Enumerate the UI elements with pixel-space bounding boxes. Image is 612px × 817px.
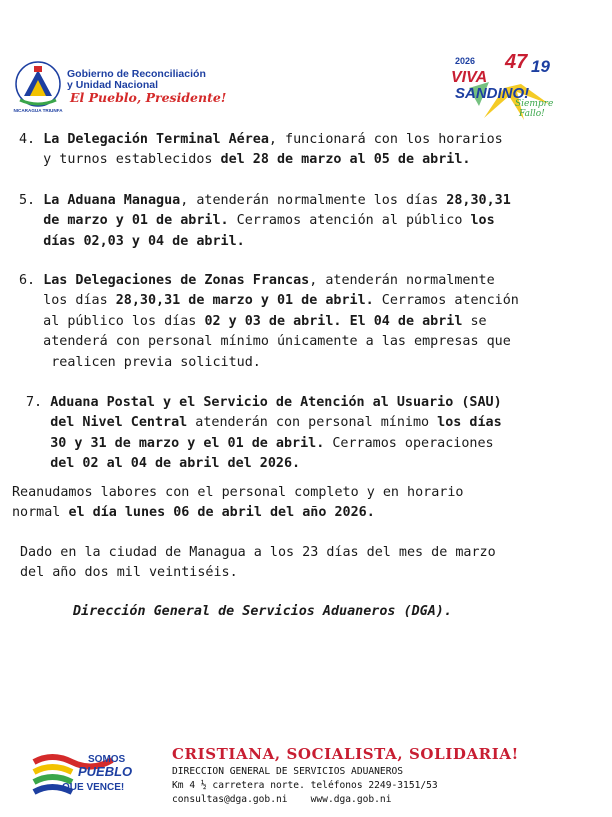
- bold-segment: Las Delegaciones de Zonas Francas: [43, 273, 310, 288]
- text-segment: Dado en la ciudad de Managua a los 23 días del mes de marzo: [20, 545, 496, 560]
- text-line: [19, 150, 503, 170]
- text-segment: [19, 234, 43, 249]
- text-line: [26, 393, 502, 413]
- text-line: [26, 434, 502, 454]
- bold-segment: La Delegación Terminal Aérea: [43, 132, 269, 147]
- text-segment: , atenderán normalmente: [309, 273, 495, 288]
- text-segment: [26, 456, 50, 471]
- text-line: [19, 271, 519, 291]
- government-logo: [10, 58, 66, 114]
- text-line: [19, 232, 511, 252]
- text-line: [19, 211, 511, 231]
- bold-segment: La Aduana Managua: [43, 193, 181, 208]
- footer-line-3: consultas@dga.gob.ni www.dga.gob.ni: [172, 794, 392, 805]
- resume-paragraph: [12, 483, 463, 524]
- government-name: [67, 69, 206, 91]
- bold-segment: del Nivel Central: [50, 415, 188, 431]
- signature: Dirección General de Servicios Aduaneros (DGA).: [73, 604, 452, 619]
- background-watermark: ​: [469, 610, 471, 630]
- text-line: [20, 563, 496, 583]
- bold-segment: del 28 de marzo al 05 de abril.: [220, 152, 471, 168]
- text-segment: Cerramos atención: [373, 293, 519, 309]
- bold-segment: del 02 al 04 de abril del 2026.: [50, 456, 301, 472]
- bold-segment: los: [470, 213, 495, 229]
- foot-logo-l1: SOMOS: [88, 754, 126, 765]
- text-line: [20, 543, 496, 563]
- item-7: [26, 393, 502, 475]
- bold-segment: el día lunes 06 de abril del año 2026.: [68, 505, 375, 521]
- text-line: [19, 332, 519, 352]
- badge-fallo: Fallo!: [519, 109, 545, 119]
- text-segment: , funcionará con los horarios: [268, 132, 503, 147]
- bold-segment: El 04 de abril: [349, 313, 463, 329]
- bold-segment: 28,30,31: [446, 193, 511, 208]
- item-4: [19, 130, 503, 171]
- text-segment: se: [462, 313, 487, 329]
- bold-segment: días 02,03 y 04 de abril.: [43, 233, 245, 249]
- text-line: [19, 353, 519, 373]
- text-line: [19, 130, 503, 150]
- text-line: [19, 312, 519, 332]
- bold-segment: 28,30,31 de marzo y 01 de abril.: [115, 293, 374, 309]
- badge-viva: VIVA: [451, 69, 488, 86]
- text-segment: Cerramos operaciones: [324, 435, 494, 451]
- text-segment: y turnos establecidos: [19, 152, 221, 168]
- text-segment: [26, 436, 50, 451]
- text-segment: , atenderán normalmente los días: [180, 193, 447, 208]
- text-segment: 7.: [26, 395, 51, 410]
- bold-segment: Aduana Postal y el Servicio de Atención al Usuario (SAU): [50, 395, 502, 410]
- bold-segment: los días: [437, 415, 502, 431]
- text-segment: normal: [12, 505, 69, 521]
- text-segment: al público los días: [19, 313, 205, 329]
- foot-logo-l2: PUEBLO: [78, 764, 133, 779]
- text-segment: Cerramos atención al público: [228, 213, 471, 229]
- text-line: [26, 413, 502, 433]
- text-segment: realicen previa solicitud.: [19, 354, 261, 370]
- text-segment: atenderán con personal mínimo: [187, 415, 438, 431]
- footer-slogan: CRISTIANA, SOCIALISTA, SOLIDARIA!: [172, 745, 519, 763]
- bold-segment: 30 y 31 de marzo y el 01 de abril.: [50, 435, 325, 451]
- text-segment: 4.: [19, 132, 44, 147]
- badge-day: 19: [531, 57, 550, 76]
- foot-logo-l3: QUE VENCE!: [62, 782, 125, 793]
- text-segment: atenderá con personal mínimo únicamente a las empresas que: [19, 334, 511, 350]
- viva-sandino-logo: [449, 48, 567, 120]
- text-segment: del año dos mil veintiséis.: [20, 565, 238, 581]
- text-line: [19, 291, 519, 311]
- text-segment: 6.: [19, 273, 44, 288]
- gov-line-2: y Unidad Nacional: [67, 79, 159, 91]
- text-segment: [26, 415, 50, 430]
- badge-siempre: Siempre: [515, 99, 554, 109]
- text-segment: los días: [19, 293, 116, 309]
- badge-sandino: SANDINO!: [455, 85, 530, 102]
- text-segment: [19, 213, 43, 228]
- government-motto: El Pueblo, Presidente!: [70, 90, 227, 105]
- text-segment: Reanudamos labores con el personal completo y en horario: [12, 485, 464, 500]
- dado-paragraph: [20, 543, 496, 584]
- badge-year: 2026: [455, 56, 476, 66]
- text-segment: 5.: [19, 193, 44, 208]
- text-line: [12, 503, 463, 523]
- bold-segment: de marzo y 01 de abril.: [43, 213, 229, 229]
- footer-line-1: DIRECCION GENERAL DE SERVICIOS ADUANEROS: [172, 766, 404, 777]
- somos-pueblo-logo: [32, 748, 150, 798]
- text-line: [26, 454, 502, 474]
- bold-segment: 02 y 03 de abril.: [204, 313, 342, 329]
- text-segment: [342, 314, 350, 329]
- gov-line-1: Gobierno de Reconciliación: [67, 68, 206, 80]
- item-6: [19, 271, 519, 373]
- footer-line-2: Km 4 ½ carretera norte. teléfonos 2249-3151/53: [172, 780, 438, 791]
- badge-anniv: 47: [505, 51, 528, 73]
- text-line: [12, 483, 463, 503]
- item-5: [19, 191, 511, 252]
- logo-small-text: NICARAGUA TRIUNFA: [13, 108, 63, 113]
- text-line: [19, 191, 511, 211]
